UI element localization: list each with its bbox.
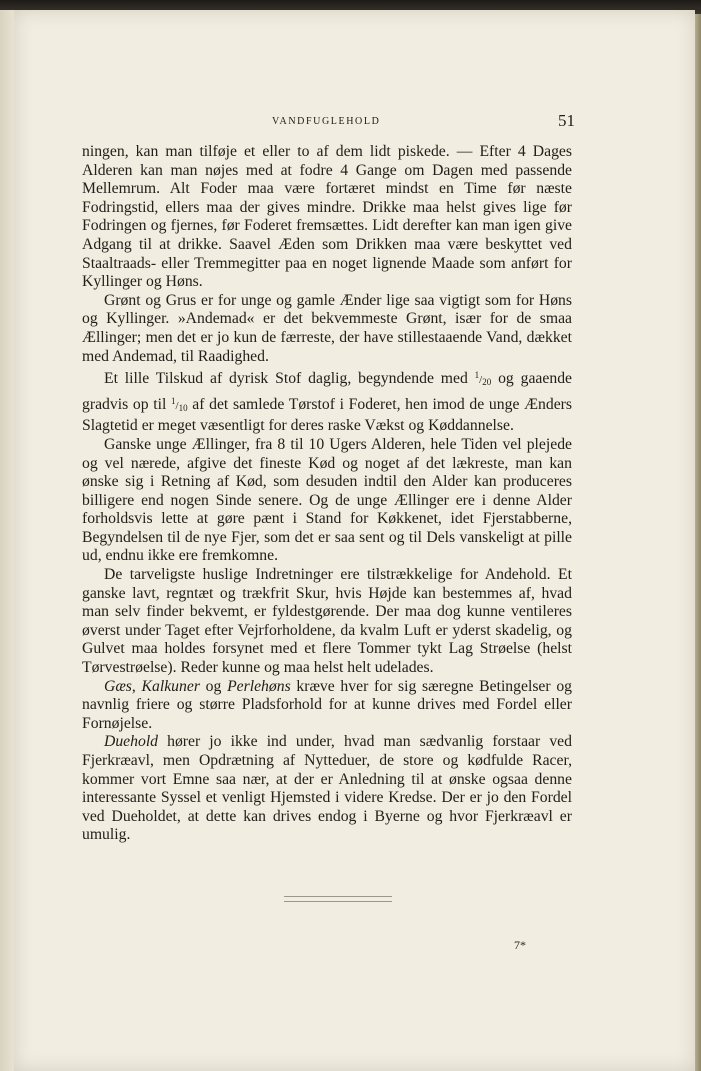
book-page — [14, 10, 695, 1071]
paragraph-3-part-a: Et lille Tilskud af dyrisk Stof daglig, begyndende med — [104, 370, 468, 388]
signature-mark: 7* — [514, 938, 526, 952]
term-perlehons: Perlehøns — [227, 677, 291, 695]
body-text — [82, 143, 572, 845]
term-kalkuner: Kalkuner — [141, 677, 200, 695]
paragraph-7 — [82, 733, 572, 845]
paragraph-3 — [82, 366, 572, 436]
section-divider — [284, 896, 392, 902]
fraction-2-numerator: 1 — [171, 395, 176, 406]
paragraph-3-part-c: af det samlede Tørstof i Foderet, hen imod de unge Ænders Slagtetid er meget væsentligt for deres raske Vækst og Køddannelse. — [82, 395, 573, 435]
term-gaes: Gæs — [104, 677, 132, 695]
fraction-2-denominator: 10 — [178, 402, 188, 413]
paragraph-1: ningen, kan man tilføje et eller to af dem lidt piskede. — Efter 4 Dages Alderen kan man nøjes med at fodre 4 Gange om Dagen med passende Mellemrum. Alt Foder maa være fortæret mindst en Time før næste Fodringstid, ellers maa der gives mindre. Drikke maa helst gives lige før Fodringen og fjernes, før Foderet fremsættes. Lidt derefter kan man igen give Adgang til at drikke. Saavel Æden som Drikken maa være beskyttet ved Staaltraads- eller Tremmegitter paa en noget lignende Maade som anført for Kyllinger og Høns. — [82, 143, 572, 291]
paragraph-7-rest: hører jo ikke ind under, hvad man sædvanlig forstaar ved Fjerkræavl, men Opdrætning af Nytteduer, de store og kødfulde Racer, kommer vort Emne saa nær, at der er Anledning til at ønske ogsaa denne interessante Syssel et venligt Hjemsted i videre Kredse. Der er jo den Fordel ved Dueholdet, at dette kan drives endog i Byerne og hvor Fjerkræavl er umulig. — [82, 733, 572, 844]
paragraph-5: De tarveligste huslige Indretninger ere tilstrækkelige for Andehold. Et ganske lavt, regntæt og trækfrit Skur, hvis Højde kan bestemmes af, hvad man selv finder bekvemt, er fyldestgørende. Der maa dog kunne ventileres øverst under Taget efter Vejrforholdene, da kvalm Luft er yderst skadelig, og Gulvet maa holdes forsynet med et flere Tommer tykt Lag Strøelse (helst Tørvestrøelse). Reder kunne og maa helst helt udelades. — [82, 566, 572, 677]
page-header — [14, 111, 695, 134]
paragraph-6 — [82, 678, 572, 734]
separator-2: og — [199, 677, 228, 695]
paragraph-4: Ganske unge Ællinger, fra 8 til 10 Ugers Alderen, hele Tiden vel plejede og vel nærede, afgive det fineste Kød og noget af det lækreste, man kan ønske sig i Retning af Kød, som desuden indtil den Alder kan produceres billigere end nogen Sinde senere. Og de unge Ællinger ere i denne Alder forholdsvis lette at gøre pænt i Stand for Køkkenet, idet Fjerstabberne, Begyndelsen til de nye Fjer, som det er saa sent og til Dels vanskeligt at pille ud, endnu ikke ere fremkomne. — [82, 435, 572, 565]
fraction-1-denominator: 20 — [482, 377, 492, 388]
separator-1: , — [131, 677, 142, 695]
fraction-one-tenth: $^1/_{10}$ — [171, 395, 188, 413]
paragraph-3-part-b: og gaaende gradvis op til — [82, 370, 573, 413]
page-number: 51 — [558, 111, 575, 130]
paragraph-6-rest: kræve hver for sig særegne Betingelser og navnlig friere og større Pladsforhold for at kunne drives med Fordel eller Fornøjelse. — [82, 677, 573, 732]
term-duehold: Duehold — [104, 733, 159, 751]
fraction-1-numerator: 1 — [474, 370, 480, 381]
fraction-one-twentieth: $^1/_{20}$ — [474, 370, 492, 388]
running-title: VANDFUGLEHOLD — [272, 116, 381, 127]
paragraph-2: Grønt og Grus er for unge og gamle Ænder lige saa vigtigt som for Høns og Kyllinger. »Andemad« er det bekvemmeste Grønt, især for de smaa Ællinger; men det er jo kun de færreste, der have stillestaaende Vand, dækket med Andemad, til Raadighed. — [82, 291, 572, 365]
